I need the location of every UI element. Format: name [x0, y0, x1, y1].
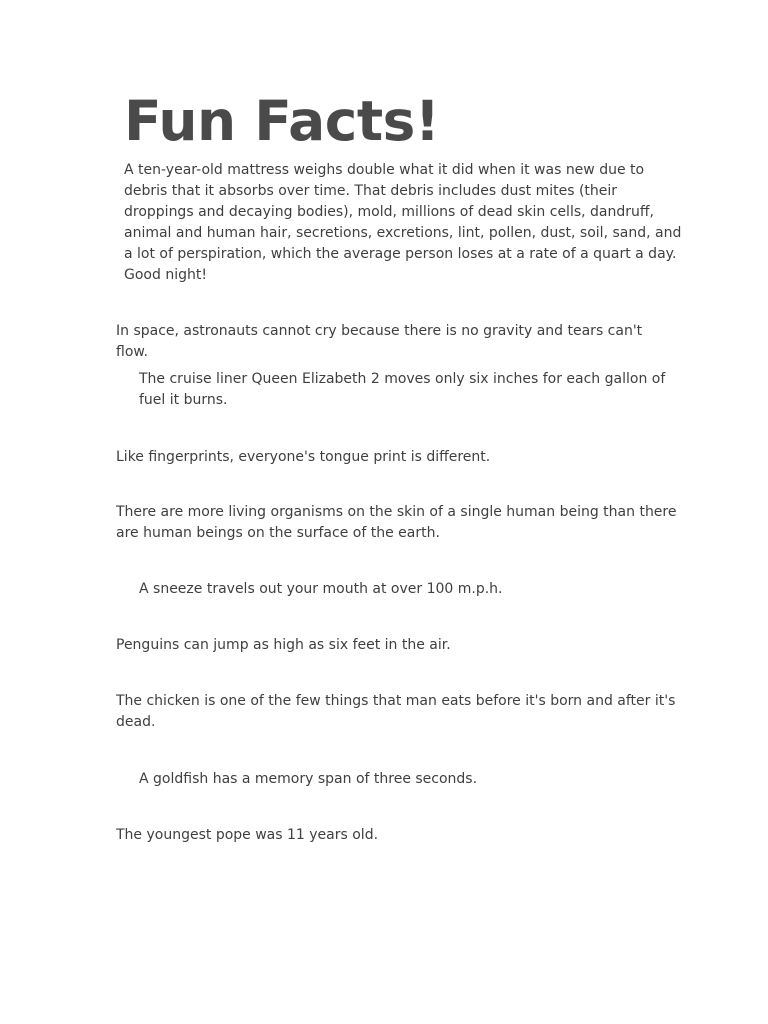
- intro-paragraph: A ten-year-old mattress weighs double what it did when it was new due to debris that it absorbs over time. That debris includes dust mites (their droppings and decaying bodies), mold, millions of dead skin cells, dandruff, animal and human hair, secretions, excretions, lint, pollen, dust, soil, sand, and a lot of perspiration, which the average person loses at a rate of a quart a day. Good night!: [124, 162, 682, 283]
- page-title: Fun Facts!: [124, 89, 440, 153]
- fact-paragraph-organisms: There are more living organisms on the skin of a single human being than there are human beings on the surface of the earth.: [116, 504, 677, 541]
- fact-paragraph-pope: The youngest pope was 11 years old.: [116, 827, 379, 843]
- fact-paragraph-chicken: The chicken is one of the few things that man eats before it's born and after it's dead.: [116, 693, 676, 730]
- fact-paragraph-sneeze: A sneeze travels out your mouth at over 100 m.p.h.: [139, 581, 503, 597]
- fact-paragraph-tongue-print: Like fingerprints, everyone's tongue print is different.: [116, 449, 491, 465]
- fact-paragraph-astronauts: In space, astronauts cannot cry because there is no gravity and tears can't flow.: [116, 323, 643, 360]
- fact-paragraph-goldfish: A goldfish has a memory span of three seconds.: [139, 771, 478, 787]
- fact-paragraph-penguins: Penguins can jump as high as six feet in the air.: [116, 637, 451, 653]
- fact-paragraph-queen-elizabeth: The cruise liner Queen Elizabeth 2 moves only six inches for each gallon of fuel it burns.: [139, 371, 666, 408]
